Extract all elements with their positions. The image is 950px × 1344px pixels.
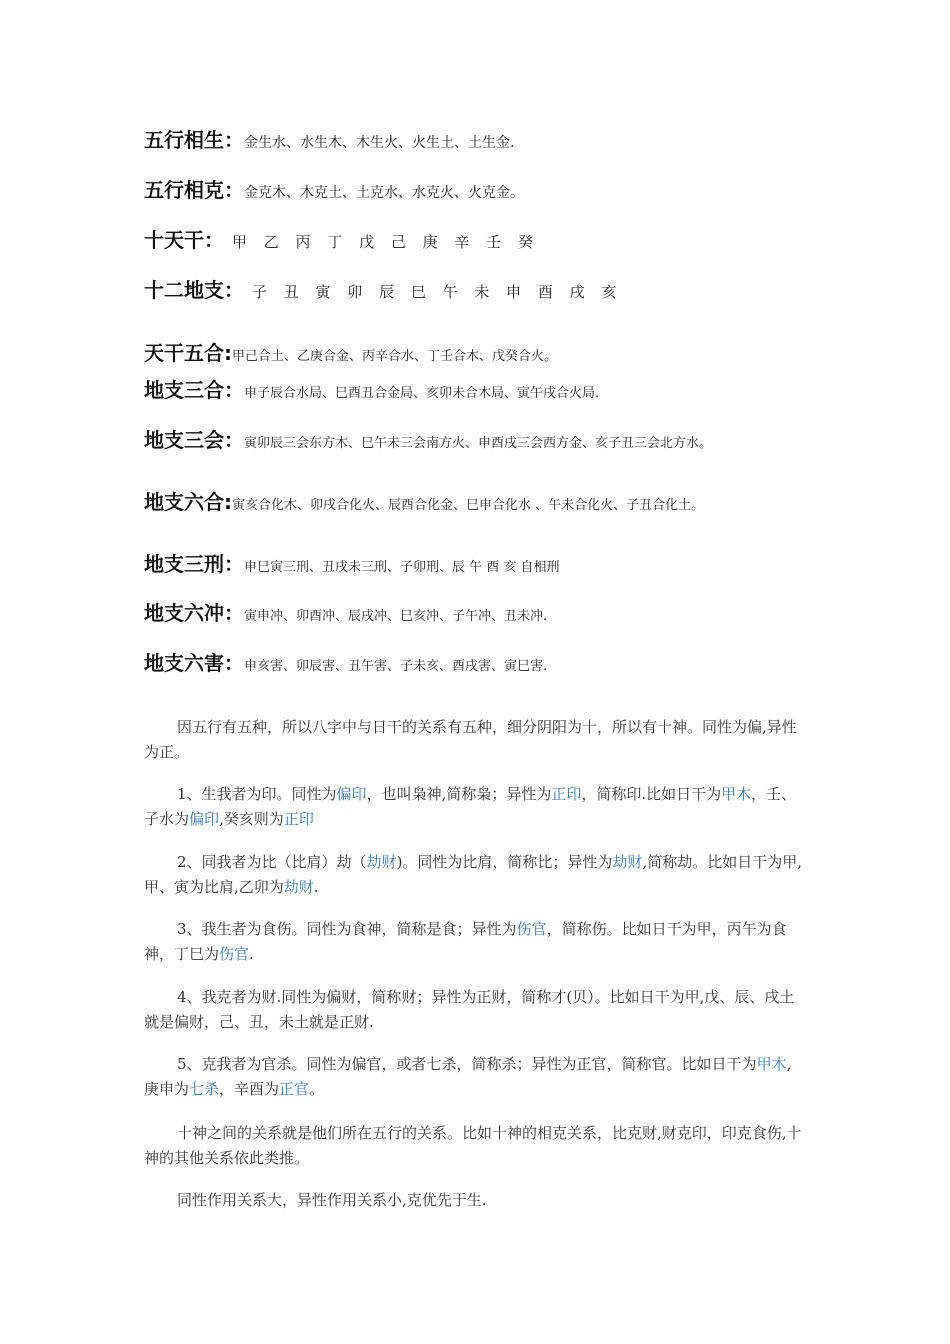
definition-term: 天干五合: (144, 341, 232, 365)
definition-text: 甲 乙 丙 丁 戊 己 庚 辛 壬 癸 (232, 233, 539, 251)
paragraph-text: 同性作用关系大，异性作用关系小,克优先于生. (177, 1191, 487, 1209)
paragraph-guansha (144, 1052, 806, 1102)
definition-term: 十二地支： (144, 278, 244, 302)
definition-text: 金克木、木克土、土克水、水克火、火克金。 (244, 185, 524, 201)
definition-dizhi-liuchong (144, 597, 547, 626)
definition-term: 五行相生： (144, 128, 244, 152)
paragraph-shishang (144, 917, 806, 967)
definition-tiangan (144, 224, 539, 253)
paragraph-text: ,简称劫。比如日干为甲,甲、寅为比肩,乙卯为 (144, 853, 802, 896)
definition-text: 申亥害、卯辰害、丑午害、子未亥、酉戌害、寅巳害. (244, 659, 548, 674)
definition-dizhi-liuhe (144, 486, 704, 515)
definition-text: 寅卯辰三会东方木、巳午未三会南方火、申酉戌三会西方金、亥子丑三会北方水。 (244, 436, 713, 451)
definition-dizhi-liuhai (144, 647, 547, 676)
paragraph-summary (144, 1188, 806, 1213)
highlight-link[interactable]: 伤官 (516, 920, 547, 938)
paragraph-text: 十神之间的关系就是他们所在五行的关系。比如十神的相克关系，比克财,财克印，印克食伤,十神的其他关系依此类推。 (144, 1124, 802, 1167)
highlight-link[interactable]: 正印 (283, 810, 314, 828)
paragraph-text: ,癸亥则为 (219, 810, 284, 828)
highlight-link[interactable]: 劫财 (366, 853, 397, 871)
definition-text: 申巳寅三刑、丑戌未三刑、子卯刑、辰 午 酉 亥 自相刑 (244, 560, 560, 575)
paragraph-text: 。 (309, 1080, 325, 1098)
paragraph-text: ，也叫枭神,简称枭；异性为 (366, 785, 552, 803)
paragraph-text: )。同性为比肩，简称比；异性为 (396, 853, 613, 871)
paragraph-text: . (249, 945, 254, 963)
highlight-link[interactable]: 偏印 (189, 810, 220, 828)
definition-wuxing-xiangke (144, 174, 524, 203)
paragraph-text: . (313, 878, 319, 896)
definition-term: 地支三刑： (144, 552, 244, 576)
highlight-link[interactable]: 劫财 (283, 878, 314, 896)
paragraph-intro (144, 715, 806, 765)
definition-text: 申子辰合水局、巳酉丑合金局、亥卯未合木局、寅午戌合火局. (244, 386, 600, 401)
paragraph-text: ，壬、子水为 (144, 785, 797, 828)
definition-dizhi-sanhe (144, 374, 599, 403)
definition-term: 地支六冲： (144, 601, 244, 625)
highlight-link[interactable]: 偏印 (336, 785, 367, 803)
highlight-link[interactable]: 甲木 (756, 1055, 787, 1073)
definition-term: 十天干： (144, 228, 224, 252)
definition-term: 地支三合： (144, 378, 244, 402)
definition-text: 金生水、水生木、木生火、火生土、土生金. (244, 135, 515, 151)
paragraph-text: 1、生我者为印。同性为 (177, 785, 337, 803)
paragraph-text: 5、克我者为官杀。同性为偏官，或者七杀，简称杀；异性为正官，简称官。比如日干为 (177, 1055, 757, 1073)
definition-dizhi (144, 274, 622, 303)
definition-dizhi-sanxing (144, 548, 560, 577)
definition-text: 寅亥合化木、卯戌合化火、辰酉合化金、巳申合化水 、午未合化火、子丑合化土。 (232, 498, 705, 513)
definition-term: 地支六合: (144, 490, 232, 514)
highlight-link[interactable]: 甲木 (721, 785, 752, 803)
definition-term: 地支六害： (144, 651, 244, 675)
paragraph-text: ，简称印.比如日干为 (581, 785, 722, 803)
paragraph-text: ，辛酉为 (219, 1080, 280, 1098)
highlight-link[interactable]: 正印 (551, 785, 582, 803)
highlight-link[interactable]: 伤官 (219, 945, 250, 963)
definition-text: 子 丑 寅 卯 辰 巳 午 未 申 酉 戌 亥 (252, 283, 623, 301)
paragraph-relations (144, 1121, 806, 1171)
paragraph-cai (144, 985, 806, 1035)
definition-term: 五行相克： (144, 178, 244, 202)
paragraph-text: 因五行有五种，所以八字中与日干的关系有五种，细分阴阳为十，所以有十神。同性为偏,异性为正。 (144, 718, 797, 761)
highlight-link[interactable]: 七杀 (189, 1080, 220, 1098)
paragraph-text: 4、我克者为财.同性为偏财，简称财；异性为正财，简称才(贝）。比如日干为甲,戊、辰、戌土就是偏财，己、丑，未土就是正财. (144, 988, 795, 1031)
paragraph-bijie (144, 850, 806, 900)
paragraph-text: ,庚申为 (144, 1055, 792, 1098)
definition-tiangan-wuhe (144, 337, 557, 366)
paragraph-yin (144, 782, 806, 832)
paragraph-text: 3、我生者为食伤。同性为食神，简称是食；异性为 (177, 920, 517, 938)
definition-text: 寅申冲、卯酉冲、辰戌冲、巳亥冲、子午冲、丑未冲. (244, 609, 548, 624)
paragraph-text: ，简称伤。比如日干为甲，丙午为食神，丁巳为 (144, 920, 787, 963)
definition-text: 甲己合土、乙庚合金、丙辛合水、丁壬合木、戊癸合火。 (232, 349, 558, 364)
definition-wuxing-xiangsheng (144, 124, 514, 153)
paragraph-text: 2、同我者为比（比肩）劫（ (177, 853, 367, 871)
highlight-link[interactable]: 正官 (279, 1080, 310, 1098)
definition-dizhi-sanhui (144, 424, 712, 453)
highlight-link[interactable]: 劫财 (612, 853, 643, 871)
definition-term: 地支三会： (144, 428, 244, 452)
